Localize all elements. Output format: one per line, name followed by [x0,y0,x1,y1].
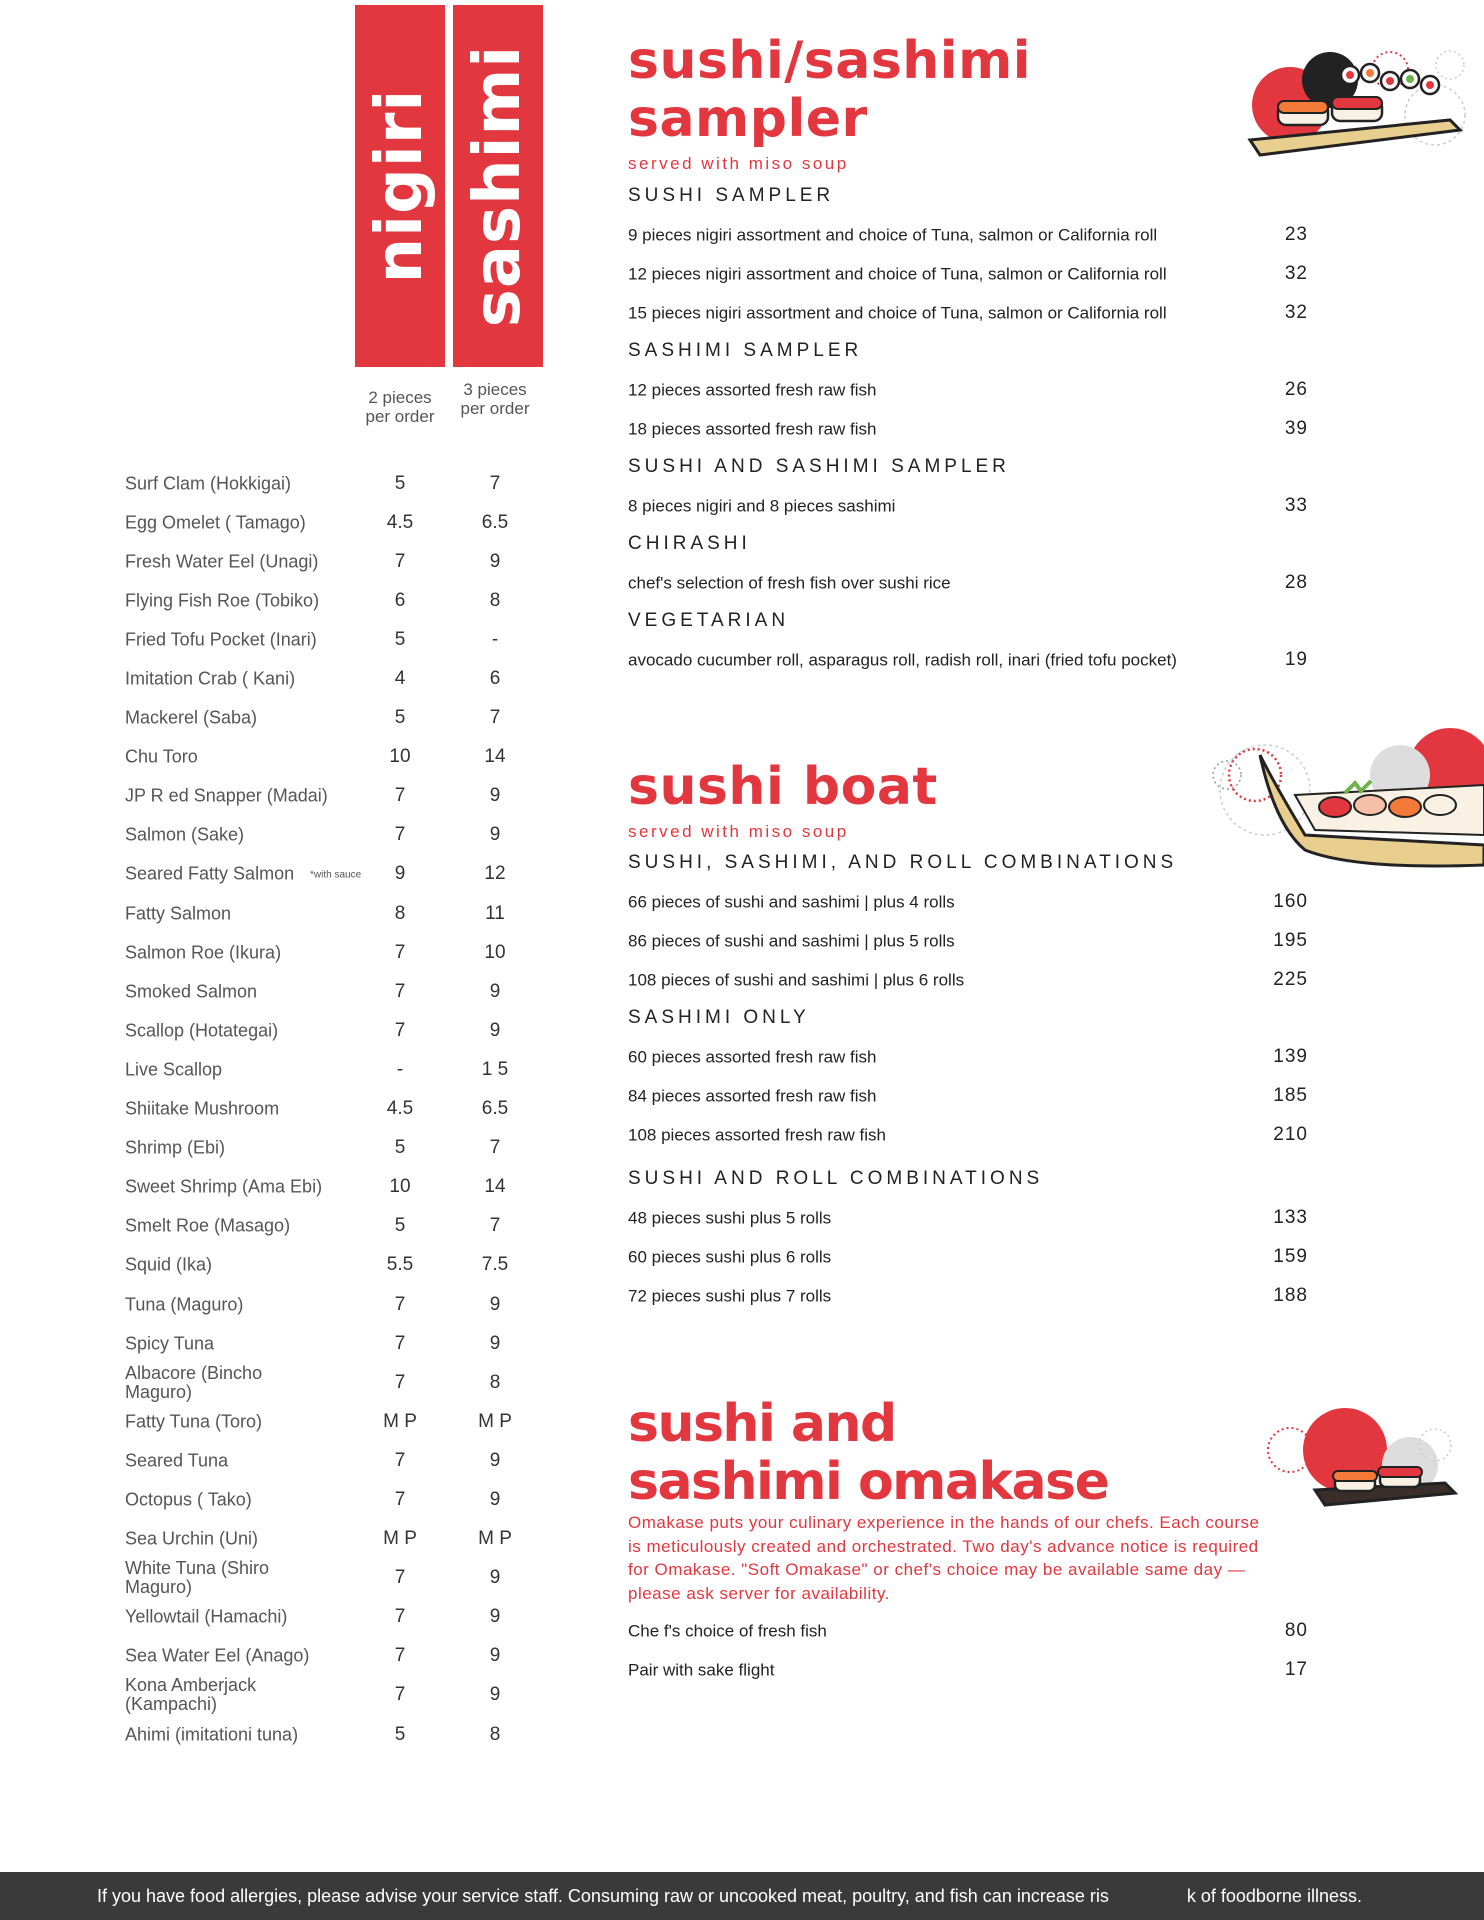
sashimi-price: 6.5 [481,511,509,533]
nigiri-item-name: Fatty Salmon [125,903,232,924]
nigiri-qty-label: 2 pieces per order [365,388,435,426]
omakase-item [628,1611,1308,1650]
nigiri-item-name: Salmon Roe (Ikura) [125,942,282,963]
sashimi-price: 9 [489,1332,501,1354]
nigiri-row [125,1090,545,1129]
footer-text-part1: If you have food allergies, please advise your service staff. Consuming raw or uncooked meat, poultry, and fish can increase ris [97,1886,1109,1906]
menu-item [628,215,1308,254]
sashimi-sampler-heading: SASHIMI SAMPLER [628,340,863,361]
menu-item-desc: 108 pieces of sushi and sashimi | plus 6 rolls [628,970,965,989]
nigiri-price: 7 [394,980,406,1002]
nigiri-item-name: Sea Urchin (Uni) [125,1528,259,1549]
nigiri-row [125,1402,545,1441]
nigiri-row [125,1324,545,1363]
menu-item-price: 159 [1273,1245,1308,1267]
nigiri-row [125,1129,545,1168]
sashimi-price: 14 [484,1176,506,1198]
nigiri-item-name: Octopus ( Tako) [125,1489,252,1510]
menu-item-price: 28 [1284,571,1308,593]
nigiri-price: 7 [394,1684,406,1706]
nigiri-item-note: *with sauce [310,870,362,882]
menu-item-price: 225 [1273,968,1308,990]
menu-item [628,1115,1308,1154]
menu-item [628,1076,1308,1115]
nigiri-item-name: Seared Tuna [125,1450,229,1471]
boat-sashimi-only-heading: SASHIMI ONLY [628,1007,810,1028]
nigiri-row [125,1168,545,1207]
nigiri-row [125,738,545,777]
sashimi-price: 9 [489,1645,501,1667]
menu-item-price: 139 [1273,1045,1308,1067]
boat-subtitle: served with miso soup [628,822,849,841]
nigiri-item-name: Tuna (Maguro) [125,1294,244,1315]
nigiri-price: 7 [394,1293,406,1315]
nigiri-row [125,1285,545,1324]
menu-item-price: 17 [1284,1658,1308,1680]
menu-item-desc: 12 pieces nigiri assortment and choice of Tuna, salmon or California roll [628,264,1167,283]
menu-item-price: 80 [1284,1619,1308,1641]
menu-item-desc: 9 pieces nigiri assortment and choice of Tuna, salmon or California roll [628,225,1158,244]
menu-item-price: 133 [1273,1206,1308,1228]
nigiri-price: 5 [394,628,406,650]
boat-sushi-roll-heading: SUSHI AND ROLL COMBINATIONS [628,1168,1044,1189]
menu-item [628,640,1308,679]
menu-item [628,563,1308,602]
menu-item-desc: 8 pieces nigiri and 8 pieces sashimi [628,496,896,515]
nigiri-item-name: Flying Fish Roe (Tobiko) [125,590,320,611]
sashimi-price: 7 [489,472,501,494]
sashimi-qty-label: 3 pieces per order [460,380,530,418]
sashimi-price: 8 [489,1371,501,1393]
sushi-sampler-heading: SUSHI SAMPLER [628,185,835,206]
menu-item-price: 26 [1284,378,1308,400]
nigiri-price: 7 [394,1567,406,1589]
sashimi-price: - [491,628,499,650]
sashimi-price: 7.5 [481,1254,509,1276]
nigiri-item-name: Imitation Crab ( Kani) [125,668,296,689]
nigiri-row [125,1246,545,1285]
menu-item-desc: 12 pieces assorted fresh raw fish [628,380,877,399]
nigiri-item-name: Ahimi (imitationi tuna) [125,1724,299,1745]
omakase-description: Omakase puts your culinary experience in the hands of our chefs. Each course is meticulously created and orchestrated. Two day's advance notice is required for Omakase. "Soft Omakase" or chef's choice may be available same day — please ask server for availability. [628,1513,1260,1603]
menu-item-desc: 48 pieces sushi plus 5 rolls [628,1208,832,1227]
nigiri-row [125,1676,545,1715]
nigiri-banner [355,5,445,367]
menu-item-desc: 60 pieces assorted fresh raw fish [628,1047,877,1066]
nigiri-price: 4 [394,668,406,690]
menu-item-price: 195 [1273,929,1308,951]
menu-item [628,254,1308,293]
menu-item-desc: Che f's choice of fresh fish [628,1621,827,1640]
nigiri-item-name: Fried Tofu Pocket (Inari) [125,629,317,650]
nigiri-price: 7 [394,941,406,963]
nigiri-price: M P [383,1410,417,1432]
nigiri-price: 7 [394,1019,406,1041]
nigiri-plate-illustration [1265,1405,1465,1520]
sashimi-price: 8 [489,1723,501,1745]
sushi-boat-illustration [1205,725,1484,890]
menu-item-desc: chef's selection of fresh fish over sushi rice [628,573,951,592]
sashimi-price: 9 [489,1606,501,1628]
nigiri-item-name: Smoked Salmon [125,981,258,1002]
sashimi-banner [453,5,543,367]
menu-item [628,1237,1308,1276]
sashimi-price: M P [478,1410,512,1432]
sashimi-price: 8 [489,589,501,611]
omakase-section [628,1395,1308,1689]
menu-item [628,409,1308,448]
sashimi-price: 9 [489,824,501,846]
nigiri-item-name: Salmon (Sake) [125,824,245,845]
menu-item-desc: 86 pieces of sushi and sashimi | plus 5 rolls [628,931,955,950]
menu-item [628,1037,1308,1076]
menu-item-desc: Pair with sake flight [628,1660,775,1679]
nigiri-price: 5.5 [386,1254,414,1276]
combo-sampler-heading: SUSHI AND SASHIMI SAMPLER [628,456,1010,477]
nigiri-item-name: JP R ed Snapper (Madai) [125,785,328,806]
nigiri-price: 5 [394,472,406,494]
nigiri-item-name: Yellowtail (Hamachi) [125,1606,288,1627]
sampler-title-line1: sushi/sashimi [628,31,1032,91]
nigiri-row [125,1050,545,1089]
sashimi-price: 9 [489,1449,501,1471]
menu-item-price: 188 [1273,1284,1308,1306]
nigiri-price: 7 [394,1371,406,1393]
nigiri-price: 10 [389,746,411,768]
nigiri-item-name: Shiitake Mushroom [125,1098,280,1119]
nigiri-item-name: Kona Amberjack (Kampachi) [125,1675,257,1715]
nigiri-price: 5 [394,1215,406,1237]
nigiri-item-name: Shrimp (Ebi) [125,1137,226,1158]
sampler-section [628,32,1308,679]
nigiri-row [125,933,545,972]
nigiri-row [125,620,545,659]
nigiri-price: 5 [394,1723,406,1745]
allergy-footer [0,1872,1484,1920]
nigiri-price: 7 [394,1606,406,1628]
sashimi-price: 9 [489,980,501,1002]
nigiri-item-name: Seared Fatty Salmon [125,863,295,884]
sashimi-price: 7 [489,707,501,729]
chirashi-heading: CHIRASHI [628,533,751,554]
nigiri-item-name: Fatty Tuna (Toro) [125,1411,263,1432]
nigiri-row [125,1637,545,1676]
sashimi-price: 10 [484,941,506,963]
nigiri-item-name: Spicy Tuna [125,1333,215,1354]
menu-item-price: 185 [1273,1084,1308,1106]
menu-item-price: 210 [1273,1123,1308,1145]
nigiri-price: 5 [394,707,406,729]
nigiri-price: 4.5 [386,1098,414,1120]
nigiri-row [125,1480,545,1519]
menu-item-price: 160 [1273,890,1308,912]
nigiri-item-name: Egg Omelet ( Tamago) [125,512,306,533]
nigiri-item-name: Surf Clam (Hokkigai) [125,473,292,494]
nigiri-row [125,816,545,855]
sashimi-price: 6.5 [481,1098,509,1120]
nigiri-item-name: Scallop (Hotategai) [125,1020,279,1041]
boat-title: sushi boat [628,757,938,817]
menu-item-price: 32 [1284,301,1308,323]
nigiri-price: - [396,1058,404,1080]
sashimi-price: 12 [484,863,506,885]
menu-item [628,960,1308,999]
sashimi-price: 9 [489,1488,501,1510]
nigiri-item-name: Chu Toro [125,746,198,767]
nigiri-price: 8 [394,902,406,924]
menu-item-desc: 15 pieces nigiri assortment and choice of Tuna, salmon or California roll [628,303,1167,322]
sashimi-banner-label: sashimi [461,44,535,328]
sashimi-price: 9 [489,1293,501,1315]
nigiri-row [125,972,545,1011]
nigiri-item-name: Fresh Water Eel (Unagi) [125,551,319,572]
sashimi-price: 9 [489,785,501,807]
sashimi-price: 7 [489,1215,501,1237]
nigiri-item-name: Mackerel (Saba) [125,707,258,728]
nigiri-row [125,1207,545,1246]
menu-item-price: 23 [1284,223,1308,245]
sampler-title [628,32,1308,148]
nigiri-row [125,855,545,894]
nigiri-price: 5 [394,1137,406,1159]
boat-combos-heading: SUSHI, SASHIMI, AND ROLL COMBINATIONS [628,852,1178,873]
nigiri-item-name: Sea Water Eel (Anago) [125,1645,310,1666]
nigiri-row [125,1441,545,1480]
sampler-body [628,177,1308,679]
sashimi-price: 14 [484,746,506,768]
menu-item [628,486,1308,525]
omakase-title [628,1395,1308,1511]
menu-item [628,293,1308,332]
nigiri-item-name: Live Scallop [125,1059,223,1080]
nigiri-row [125,1520,545,1559]
sampler-title-line2: sampler [628,89,868,149]
menu-item [628,1198,1308,1237]
nigiri-row [125,1559,545,1598]
omakase-item [628,1650,1308,1689]
menu-item [628,921,1308,960]
nigiri-item-name: White Tuna (Shiro Maguro) [125,1558,270,1598]
nigiri-item-name: Squid (Ika) [125,1254,213,1275]
omakase-title-line2: sashimi omakase [628,1452,1109,1512]
menu-item-price: 19 [1284,648,1308,670]
nigiri-price: 7 [394,1332,406,1354]
vegetarian-heading: VEGETARIAN [628,610,790,631]
menu-item-desc: avocado cucumber roll, asparagus roll, radish roll, inari (fried tofu pocket) [628,650,1177,669]
menu-item-price: 32 [1284,262,1308,284]
nigiri-row [125,699,545,738]
nigiri-price: 7 [394,1449,406,1471]
nigiri-price: 7 [394,1645,406,1667]
nigiri-row [125,894,545,933]
menu-item-desc: 18 pieces assorted fresh raw fish [628,419,877,438]
sashimi-price: 9 [489,1684,501,1706]
menu-item [628,1276,1308,1315]
menu-item-desc: 60 pieces sushi plus 6 rolls [628,1247,832,1266]
sashimi-price: 9 [489,1019,501,1041]
nigiri-sashimi-list [125,464,545,1754]
nigiri-row [125,542,545,581]
footer-text-part2: k of foodborne illness. [1186,1886,1362,1906]
nigiri-row [125,659,545,698]
menu-item-price: 33 [1284,494,1308,516]
nigiri-row [125,777,545,816]
menu-item-price: 39 [1284,417,1308,439]
sashimi-price: 7 [489,1137,501,1159]
boat-body [628,844,1308,1315]
nigiri-price: 7 [394,550,406,572]
nigiri-row [125,464,545,503]
omakase-body [628,1611,1308,1689]
nigiri-item-name: Smelt Roe (Masago) [125,1215,291,1236]
nigiri-row [125,503,545,542]
sampler-subtitle: served with miso soup [628,154,849,173]
nigiri-row [125,1011,545,1050]
nigiri-price: 7 [394,1488,406,1510]
nigiri-item-name: Albacore (Bincho Maguro) [125,1362,263,1402]
nigiri-price: 6 [394,589,406,611]
nigiri-row [125,1715,545,1754]
sashimi-price: 9 [489,1567,501,1589]
menu-item-desc: 66 pieces of sushi and sashimi | plus 4 rolls [628,892,955,911]
nigiri-banner-label: nigiri [363,88,437,284]
menu-item-desc: 108 pieces assorted fresh raw fish [628,1125,886,1144]
nigiri-price: 9 [394,863,406,885]
sashimi-price: M P [478,1528,512,1550]
nigiri-item-name: Sweet Shrimp (Ama Ebi) [125,1176,323,1197]
nigiri-row [125,1363,545,1402]
nigiri-price: 7 [394,824,406,846]
menu-item [628,370,1308,409]
sashimi-price: 9 [489,550,501,572]
sashimi-price: 11 [485,902,505,924]
sashimi-price: 6 [489,668,501,690]
sashimi-price: 1 5 [481,1058,509,1080]
nigiri-price: 4.5 [386,511,414,533]
nigiri-row [125,1598,545,1637]
nigiri-price: 7 [394,785,406,807]
menu-item-desc: 84 pieces assorted fresh raw fish [628,1086,877,1105]
nigiri-price: M P [383,1528,417,1550]
sushi-platter-illustration [1220,45,1484,175]
nigiri-price: 10 [389,1176,411,1198]
omakase-title-line1: sushi and [628,1394,896,1454]
menu-item-desc: 72 pieces sushi plus 7 rolls [628,1286,832,1305]
nigiri-row [125,581,545,620]
